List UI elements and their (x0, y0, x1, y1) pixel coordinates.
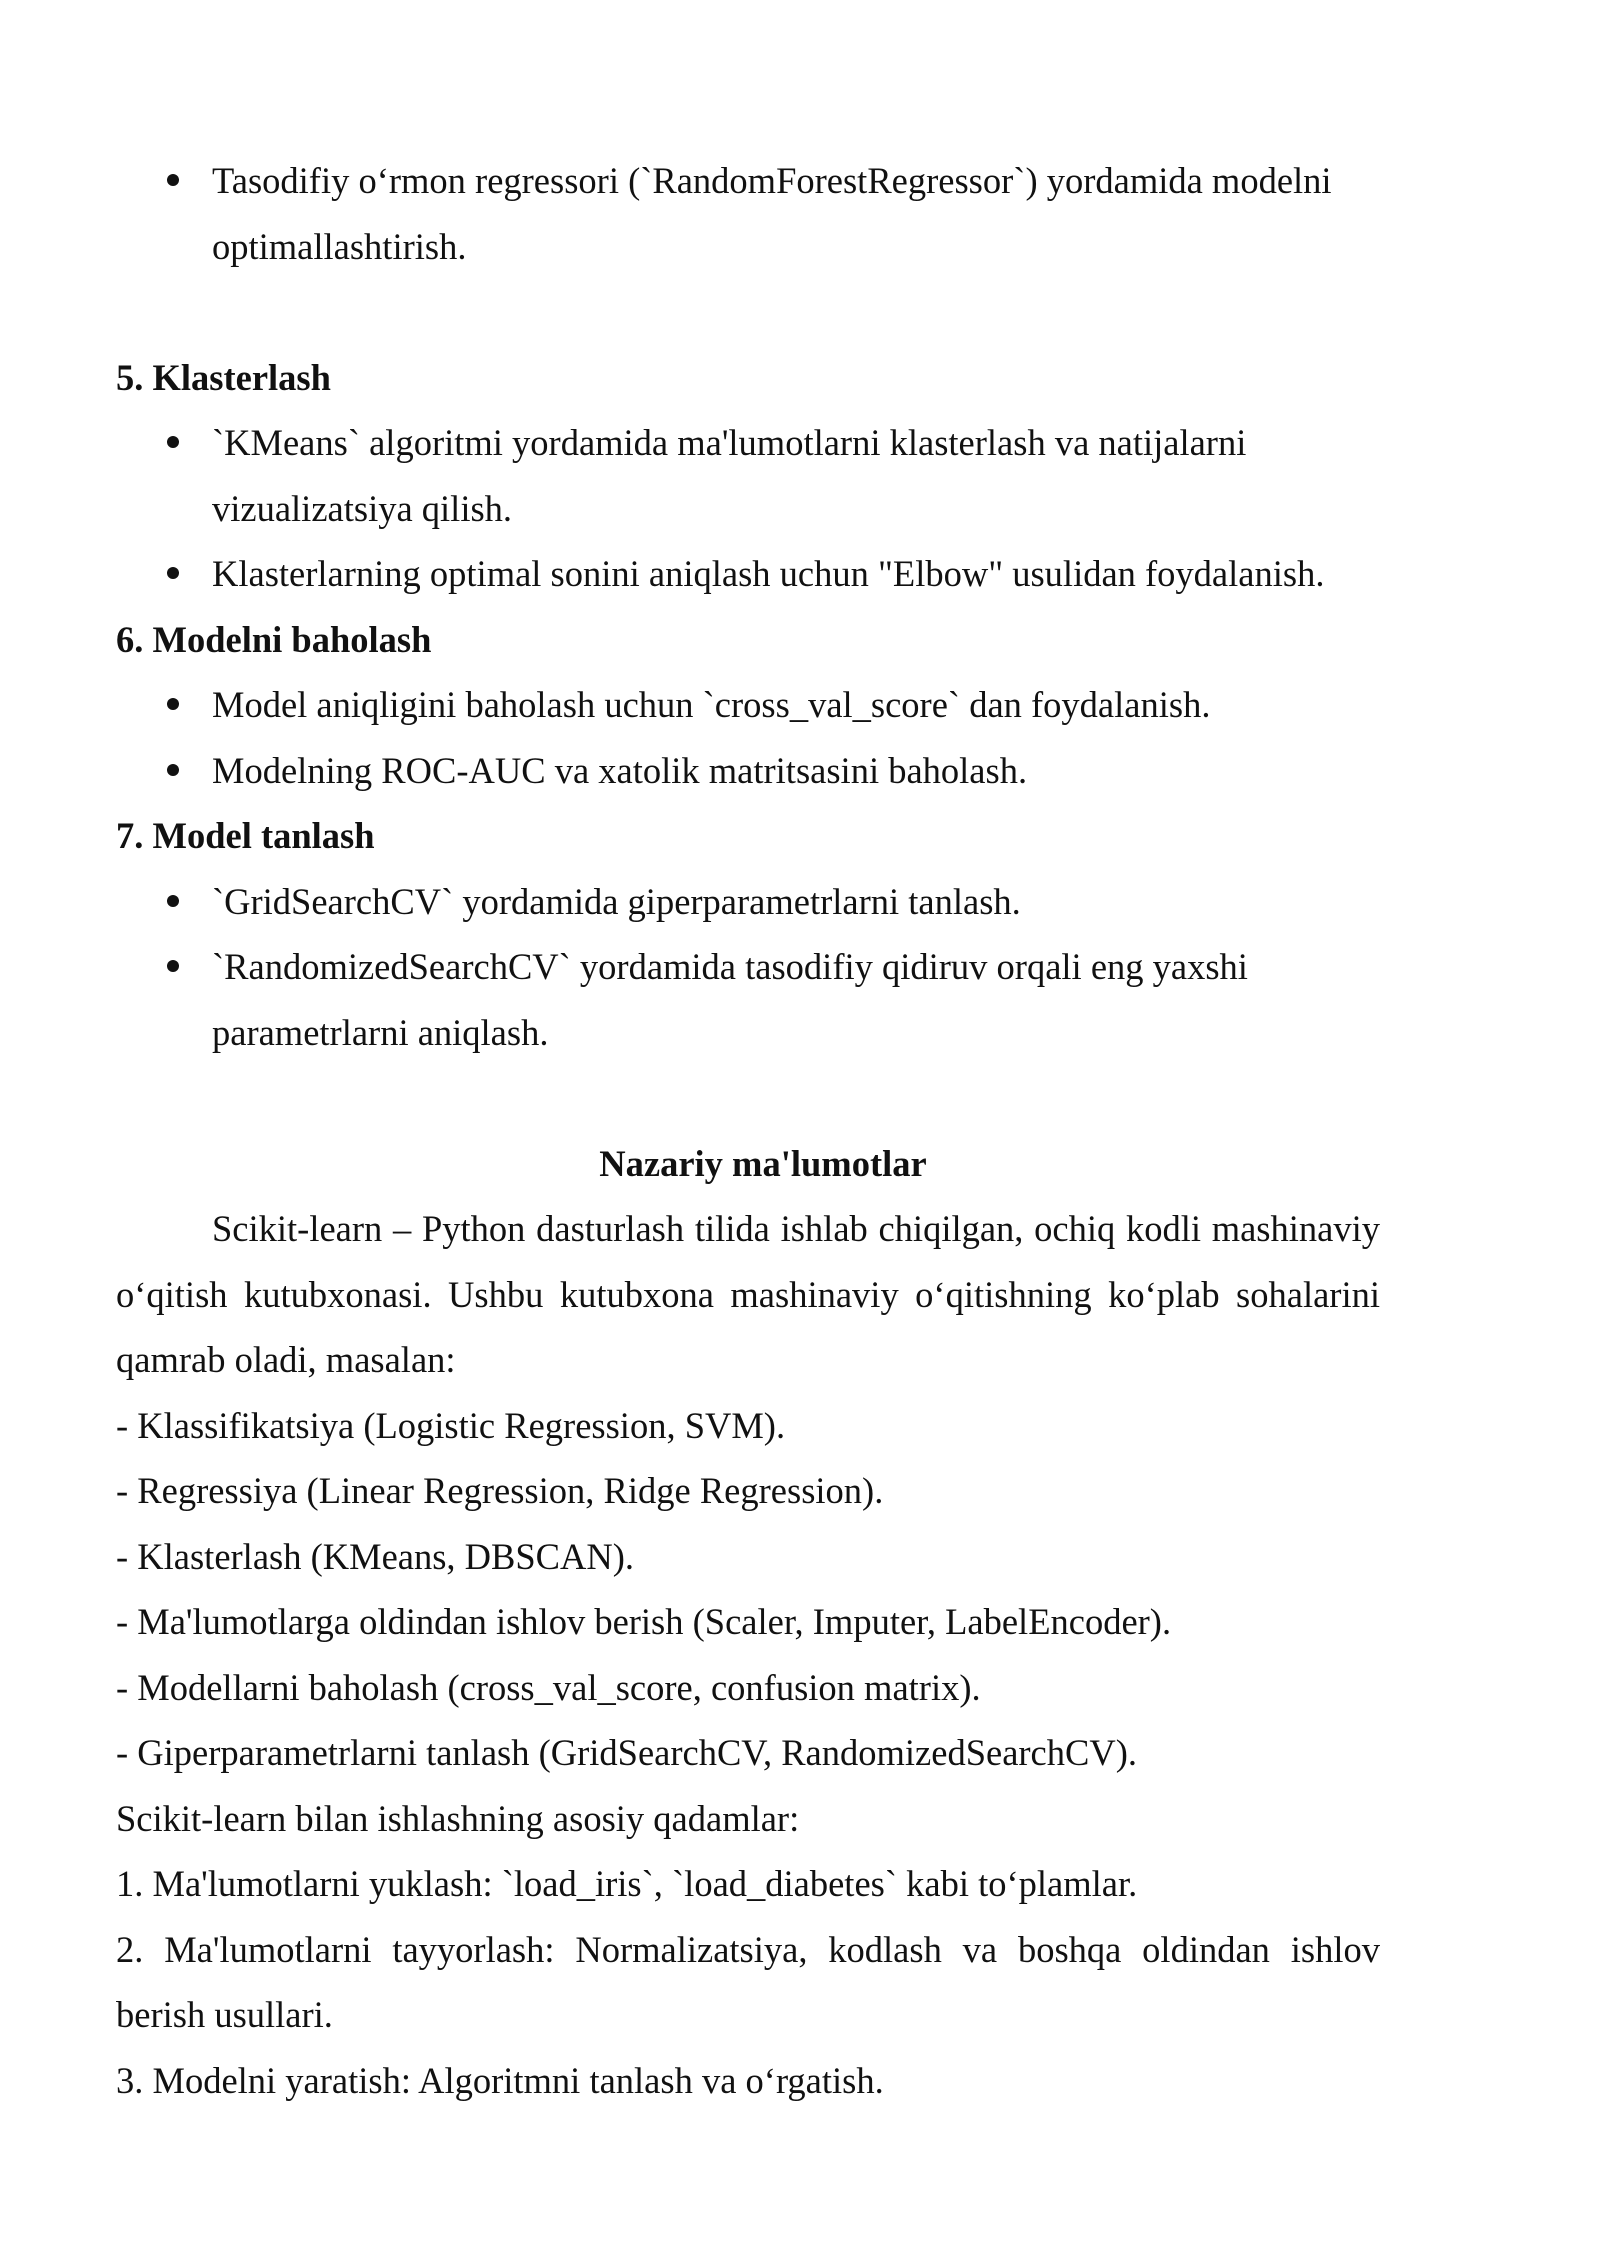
step-load-data: 1. Ma'lumotlarni yuklash: `load_iris`, `load_diabetes` kabi to‘plamlar. (116, 1863, 1138, 1904)
document-page (116, 148, 1380, 2113)
bullet-gridsearch: `GridSearchCV` yordamida giperparametrlarni tanlash. (116, 869, 1380, 935)
list-item-regression: - Regressiya (Linear Regression, Ridge Regression). (116, 1470, 884, 1511)
bullet-roc-auc: Modelning ROC-AUC va xatolik matritsasini baholash. (116, 738, 1380, 804)
step-prepare-data: 2. Ma'lumotlarni tayyorlash: Normalizatsiya, kodlash va boshqa oldindan ishlov berish usullari. (116, 1928, 1380, 2035)
spacer (116, 1065, 1380, 1131)
section-heading-baholash: 6. Modelni baholash (116, 618, 432, 660)
list-item-hyperparams: - Giperparametrlarni tanlash (GridSearchCV, RandomizedSearchCV). (116, 1732, 1137, 1773)
step-create-model: 3. Modelni yaratish: Algoritmni tanlash va o‘rgatish. (116, 2059, 884, 2101)
bullet-elbow: Klasterlarning optimal sonini aniqlash uchun "Elbow" usulidan foydalanish. (116, 541, 1380, 607)
list-item-clustering: - Klasterlash (KMeans, DBSCAN). (116, 1535, 635, 1577)
section-heading-tanlash: 7. Model tanlash (116, 815, 375, 856)
list-item-evaluation: - Modellarni baholash (cross_val_score, confusion matrix). (116, 1666, 981, 1708)
bullet-randomizedsearch: `RandomizedSearchCV` yordamida tasodifiy qidiruv orqali eng yaxshi parametrlarni aniqlash. (116, 934, 1380, 1065)
spacer (116, 279, 1380, 345)
steps-intro: Scikit-learn bilan ishlashning asosiy qadamlar: (116, 1797, 800, 1839)
section-heading-klasterlash: 5. Klasterlash (116, 356, 331, 398)
bullet-random-forest: Tasodifiy o‘rmon regressori (`RandomForestRegressor`) yordamida modelni optimallashtirish. (116, 148, 1380, 279)
theory-intro-paragraph: Scikit-learn – Python dasturlash tilida ishlab chiqilgan, ochiq kodli mashinaviy o‘qitish kutubxonasi. Ushbu kutubxona mashinaviy o‘qitishning ko‘plab sohalarini qamrab oladi, masalan: (116, 1208, 1380, 1380)
bullet-cross-val: Model aniqligini baholash uchun `cross_val_score` dan foydalanish. (116, 672, 1380, 738)
theory-title: Nazariy ma'lumotlar (599, 1142, 927, 1184)
bullet-kmeans: `KMeans` algoritmi yordamida ma'lumotlarni klasterlash va natijalarni vizualizatsiya qilish. (116, 410, 1380, 541)
list-item-classification: - Klassifikatsiya (Logistic Regression, SVM). (116, 1404, 786, 1446)
list-item-preprocessing: - Ma'lumotlarga oldindan ishlov berish (Scaler, Imputer, LabelEncoder). (116, 1601, 1172, 1642)
